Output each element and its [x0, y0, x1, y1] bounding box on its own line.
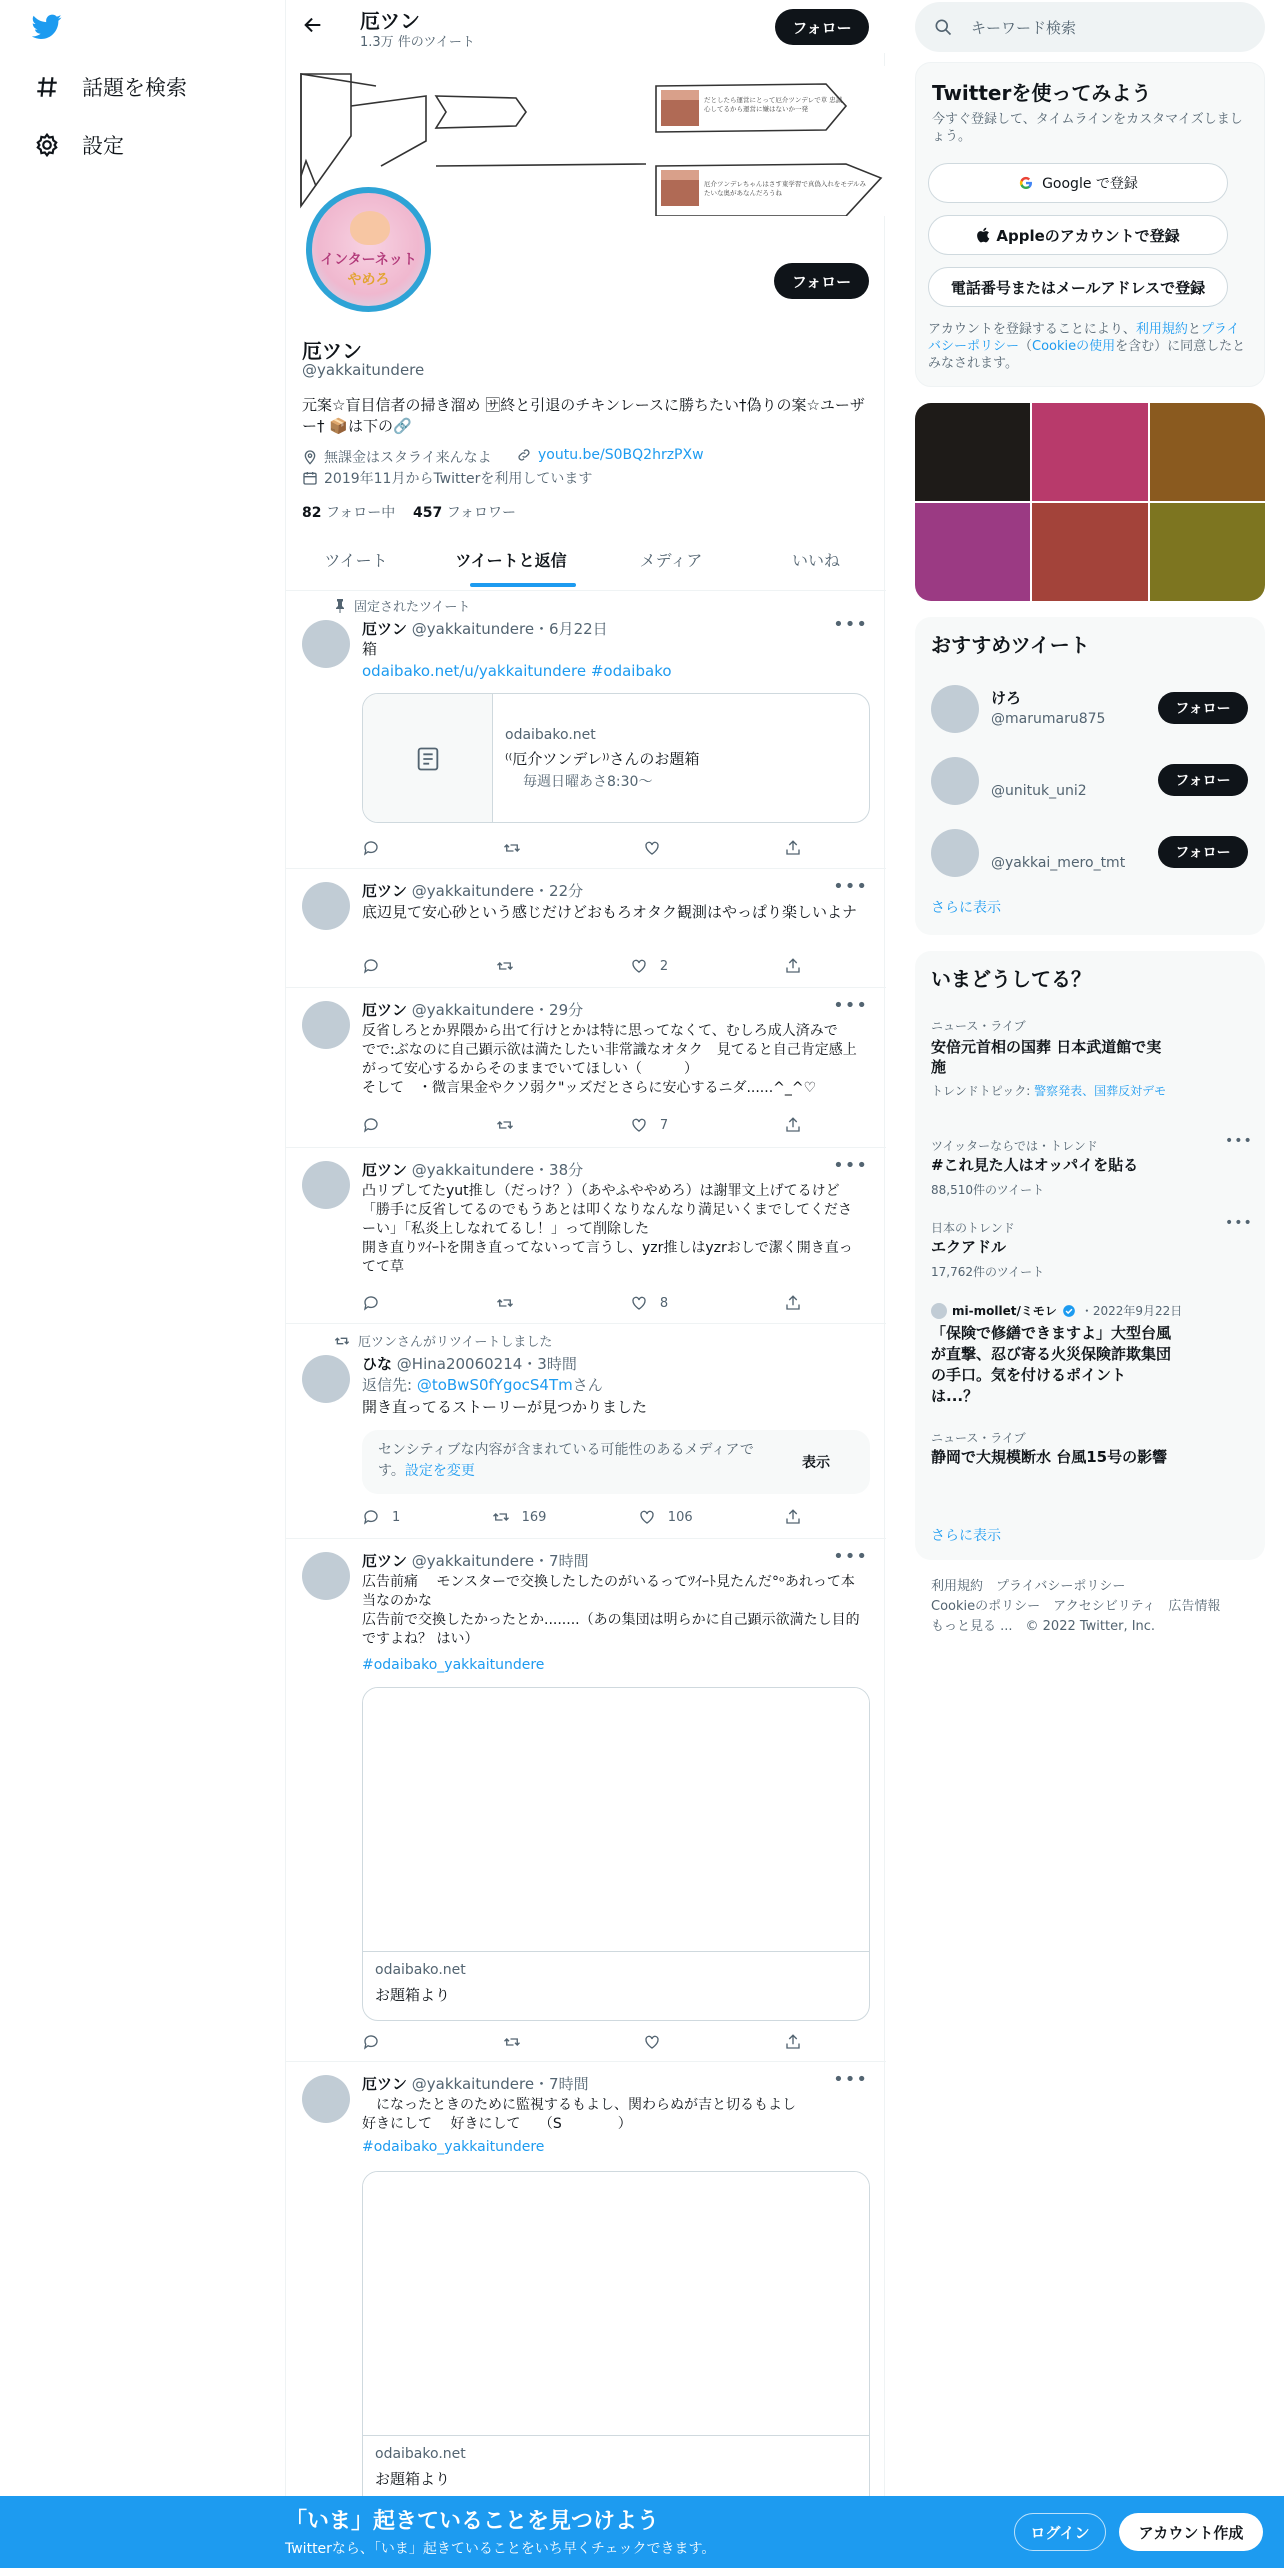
like-button[interactable] — [630, 954, 668, 978]
like-button[interactable] — [630, 1291, 668, 1315]
search-input[interactable]: キーワード検索 — [971, 19, 1077, 37]
hashtag-icon — [34, 74, 60, 100]
retweet-button[interactable] — [503, 836, 521, 860]
terms-suffix: を含む）に同意したとみなされます。 — [928, 339, 1246, 371]
reply-button[interactable] — [362, 954, 380, 978]
retweet-icon — [496, 1116, 514, 1134]
reply-button[interactable] — [362, 1113, 380, 1137]
trend-meta: ニュース・ライブ — [931, 1019, 1026, 1033]
cookie-link[interactable]: Cookieの使用 — [1032, 339, 1116, 354]
recommended-user[interactable] — [915, 675, 1265, 745]
verified-badge-icon — [1062, 1304, 1076, 1318]
bottom-bar-subtitle: Twitterなら、「いま」起きていることをいち早くチェックできます。 — [285, 2541, 716, 2557]
avatar[interactable] — [302, 1001, 350, 1049]
tweet-author-name[interactable]: 厄ツン — [362, 2075, 408, 2093]
signup-terms — [928, 321, 1248, 372]
signup-subtitle: 今すぐ登録して、タイムラインをカスタマイズしましょう。 — [932, 112, 1243, 144]
recommended-handle[interactable]: @yakkai_mero_tmt — [991, 855, 1126, 871]
change-settings-link[interactable]: 設定を変更 — [404, 1463, 475, 1479]
tweet-actions — [362, 2030, 802, 2054]
share-icon — [784, 957, 802, 975]
tweet-timestamp[interactable]: ・29分 — [534, 1001, 584, 1019]
header-name: 厄ツン — [360, 9, 420, 33]
retweet-button[interactable] — [503, 2030, 521, 2054]
heart-icon — [643, 2033, 661, 2051]
reply-to-line — [362, 1376, 862, 1395]
reply-icon — [362, 957, 380, 975]
signup-title: Twitterを使ってみよう — [932, 81, 1152, 105]
tweet-actions — [362, 954, 802, 978]
sensitive-warning-text: センシティブな内容が含まれている可能性のあるメディアです。 — [378, 1442, 754, 1479]
show-media-button[interactable]: 表示 — [802, 1455, 830, 1471]
footer-links — [931, 1577, 1251, 1637]
avatar[interactable] — [302, 620, 350, 668]
terms-link[interactable]: 利用規約 — [1135, 322, 1188, 337]
google-signup-label: Google で登録 — [1042, 176, 1138, 192]
profile-bio: 元案☆盲目信者の掃き溜め 🈂終と引退のチキンレースに勝ちたい†偽りの案☆ユーザー† 📦は下の🔗 — [302, 396, 865, 435]
location-pin-icon — [302, 449, 318, 465]
tweet-actions — [362, 1505, 802, 1529]
followers-label: フォロワー — [446, 505, 516, 521]
profile-url[interactable] — [516, 447, 704, 463]
share-button[interactable] — [784, 1291, 802, 1315]
retweet-button[interactable] — [492, 1505, 547, 1529]
tweet-text: 開き直ってるストーリーが見つかりました — [362, 1398, 648, 1416]
tab-media[interactable]: メディア — [639, 551, 703, 570]
recommended-user[interactable] — [915, 819, 1265, 889]
tweet-actions — [362, 1291, 802, 1315]
search-icon — [933, 17, 953, 37]
gear-icon — [34, 132, 60, 158]
tweet-timestamp[interactable]: ・3時間 — [522, 1355, 577, 1373]
trend-title: 安倍元首相の国葬 日本武道館で実施 — [931, 1038, 1162, 1076]
like-button[interactable] — [638, 1505, 693, 1529]
tweet-author-handle[interactable]: @yakkaitundere — [411, 1001, 535, 1019]
avatar-text-1: インターネット — [320, 252, 417, 268]
retweet-small-icon — [334, 1334, 350, 1348]
following-stat[interactable] — [302, 502, 395, 522]
footer-links-row-3[interactable]: もっと見る ... © 2022 Twitter, Inc. — [931, 1619, 1156, 1634]
media-thumbnail[interactable] — [915, 403, 1030, 501]
tweet-header — [362, 618, 608, 639]
nav-explore[interactable] — [34, 72, 187, 102]
apple-icon — [976, 227, 990, 243]
cookie-open: （ — [1019, 339, 1033, 354]
retweet-icon — [503, 839, 521, 857]
tweet-author-handle[interactable]: @yakkaitundere — [411, 2075, 535, 2093]
media-grid — [915, 403, 1265, 601]
sensitive-text — [378, 1440, 778, 1482]
tweet-hashtag[interactable]: #odaibako_yakkaitundere — [362, 1657, 545, 1673]
profile-follow-button[interactable]: フォロー — [774, 263, 869, 299]
tweet-author-name[interactable]: 厄ツン — [362, 1552, 408, 1570]
retweet-icon — [496, 1294, 514, 1312]
tweet-text: になったときのために監視するもよし、関わらぬが吉と切るもよし 好きにして 好きにして （S ） — [362, 2097, 796, 2132]
like-button[interactable] — [643, 2030, 661, 2054]
card-description: 毎週日曜あさ8:30〜 — [523, 774, 653, 790]
tweet-author-name[interactable]: 厄ツン — [362, 1161, 408, 1179]
following-label: フォロー中 — [325, 505, 396, 521]
recommended-user[interactable] — [915, 747, 1265, 817]
avatar[interactable] — [302, 1355, 350, 1403]
media-thumbnail[interactable] — [1032, 503, 1147, 601]
nav-settings-label: 設定 — [82, 134, 124, 158]
share-button[interactable] — [784, 2030, 802, 2054]
bottom-bar-title: 「いま」起きていることを見つけよう — [285, 2509, 660, 2534]
avatar[interactable] — [931, 829, 979, 877]
avatar-cat-face — [350, 211, 390, 245]
terms-and: と — [1187, 322, 1201, 337]
more-options-icon[interactable]: ••• — [833, 2069, 868, 2090]
tweet-author-handle[interactable]: @Hina20060214 — [396, 1355, 523, 1373]
profile-name: 厄ツン — [302, 339, 362, 363]
right-sidebar — [915, 0, 1265, 2568]
trends-show-more-link[interactable]: さらに表示 — [931, 1528, 1001, 1544]
reply-to-prefix: 返信先: — [362, 1376, 417, 1394]
trend-more-icon[interactable]: ••• — [1225, 1133, 1253, 1149]
following-count: 82 — [302, 505, 322, 521]
news-source-name: mi-mollet/ミモレ — [952, 1304, 1057, 1318]
like-count: 7 — [659, 1117, 669, 1133]
heart-icon — [630, 1294, 648, 1312]
tweet-text: 凸リプしてたyut推し（だっけ？）（あやふややめろ）は謝罪文上げてるけど「勝手に反省してるのでもうあとは叩くなりなんなり満足いくまでしてくださーい」「私炎上しなれてるし！」って削除した 開き直りﾂｲｰﾄを開き直ってないって言うし、yzr推しはyzrおしで潔く開き直ってて草 — [362, 1183, 853, 1275]
share-button[interactable] — [784, 954, 802, 978]
trend-meta: ニュース・ライブ — [931, 1431, 1026, 1445]
trend-tweet-count: 88,510件のツイート — [931, 1183, 1045, 1197]
tweet-item[interactable] — [286, 1149, 886, 1324]
more-options-icon[interactable]: ••• — [833, 1155, 868, 1176]
avatar[interactable] — [931, 757, 979, 805]
media-thumbnail[interactable] — [1150, 403, 1265, 501]
footer-links-row-1[interactable]: 利用規約 プライバシーポリシー — [931, 1579, 1126, 1594]
link-icon — [516, 447, 532, 463]
profile-url-text[interactable]: youtu.be/S0BQ2hrzPXw — [538, 447, 704, 463]
google-signup-button[interactable] — [928, 163, 1228, 203]
like-count: 106 — [667, 1509, 693, 1525]
recommended-handle[interactable]: @unituk_uni2 — [991, 783, 1087, 799]
tweet-author-name[interactable]: 厄ツン — [362, 620, 408, 638]
profile-joined — [302, 468, 592, 488]
tweet-timestamp[interactable]: ・38分 — [534, 1161, 584, 1179]
tweet-header — [362, 1159, 583, 1180]
left-navigation — [0, 0, 285, 2568]
header-tweet-count: 1.3万 件のツイート — [360, 35, 475, 50]
tweet-text: 反省しろとか界隈から出て行けとかは特に思ってなくて、むしろ成人済みで でで:ぶなのに自己顕示欲は満たしたい非常識なオタク 見てると自己肯定感上がって安心するからそのままでいてほしい（ ） そして ・微言果金やクソ弱ク"ッズだとさらに安心するニダ......^_^♡ — [362, 1023, 857, 1096]
retweet-button[interactable] — [496, 1291, 514, 1315]
footer-links-row-2[interactable]: Cookieのポリシー アクセシビリティ 広告情報 — [931, 1599, 1221, 1614]
share-icon — [784, 2033, 802, 2051]
tweet-links[interactable]: odaibako.net/u/yakkaitundere #odaibako — [362, 662, 672, 680]
trend-item[interactable] — [915, 1423, 1265, 1493]
trend-topics-links[interactable]: 警察発表、国葬反対デモ — [1034, 1084, 1167, 1098]
google-icon — [1018, 175, 1034, 191]
like-button[interactable] — [643, 836, 661, 860]
apple-signup-button[interactable] — [928, 215, 1228, 255]
tweet-text: 箱 — [362, 640, 378, 658]
media-thumbnail[interactable] — [915, 503, 1030, 601]
media-thumbnail[interactable] — [1150, 503, 1265, 601]
tweet-item[interactable] — [286, 989, 886, 1148]
search-box[interactable] — [915, 2, 1265, 52]
share-icon — [784, 1294, 802, 1312]
reply-icon — [362, 839, 380, 857]
recommended-panel — [915, 617, 1265, 935]
tweet-text: 広告前痛 モンスターで交換したしたのがいるってﾂｲｰﾄ見たんだ°ᵒあれって本当なのかな 広告前で交換したかったとか........（あの集団は明らかに自己顕示欲満たし目的ですよね？ はい） — [362, 1574, 860, 1647]
nav-explore-label: 話題を検索 — [82, 76, 187, 100]
retweet-count: 169 — [521, 1509, 547, 1525]
avatar[interactable] — [302, 2075, 350, 2123]
retweet-button[interactable] — [496, 1113, 514, 1137]
like-count: 2 — [659, 958, 669, 974]
retweeted-by-text[interactable]: 厄ツンさんがリツイートしました — [358, 1335, 553, 1350]
trend-topics — [931, 1083, 1171, 1099]
privacy-link[interactable]: プライバシーポリシー — [928, 322, 1240, 354]
avatar[interactable] — [302, 882, 350, 930]
tweet-timestamp[interactable]: ・22分 — [534, 882, 584, 900]
retweet-icon — [503, 2033, 521, 2051]
tweet-header — [362, 1550, 589, 1571]
tweet-author-name[interactable]: 厄ツン — [362, 1001, 408, 1019]
trends-panel — [915, 951, 1265, 1560]
tweet-author-name[interactable]: 厄ツン — [362, 882, 408, 900]
tweet-item[interactable] — [286, 592, 886, 869]
tweet-timestamp[interactable]: ・6月22日 — [534, 620, 608, 638]
trend-topics-prefix: トレンドトピック: — [931, 1084, 1035, 1098]
more-options-icon[interactable]: ••• — [833, 876, 868, 897]
more-options-icon[interactable]: ••• — [833, 995, 868, 1016]
reply-button[interactable] — [362, 836, 380, 860]
trend-tweet-count: 17,762件のツイート — [931, 1265, 1045, 1279]
profile-location — [302, 447, 492, 467]
active-tab-indicator — [470, 583, 576, 587]
card-domain: odaibako.net — [505, 727, 596, 743]
more-options-icon[interactable]: ••• — [833, 1546, 868, 1567]
twitter-logo-icon[interactable] — [32, 14, 62, 44]
link-card[interactable] — [362, 693, 870, 823]
main-column — [285, 0, 885, 2568]
news-item[interactable] — [915, 1295, 1265, 1415]
avatar[interactable] — [302, 1552, 350, 1600]
signup-panel — [915, 62, 1265, 387]
terms-prefix: アカウントを登録することにより、 — [928, 322, 1136, 337]
tweet-author-handle[interactable]: @yakkaitundere — [411, 620, 535, 638]
tab-tweets[interactable]: ツイート — [324, 551, 388, 570]
reply-icon — [362, 1116, 380, 1134]
tweet-actions — [362, 1113, 802, 1137]
retweet-button[interactable] — [496, 954, 514, 978]
news-date: ・2022年9月22日 — [1080, 1304, 1183, 1318]
profile-header — [286, 0, 886, 53]
reply-button[interactable] — [362, 1505, 400, 1529]
trend-item[interactable] — [915, 1011, 1265, 1121]
card-title: お題箱より — [375, 1986, 451, 2004]
reply-button[interactable] — [362, 2030, 380, 2054]
tweet-timestamp[interactable]: ・7時間 — [534, 1552, 589, 1570]
profile-avatar[interactable] — [302, 183, 435, 316]
tweet-actions — [362, 836, 802, 860]
pin-icon — [334, 599, 346, 613]
header-follow-button[interactable]: フォロー — [775, 9, 869, 45]
tweet-item[interactable] — [286, 870, 886, 988]
card-domain: odaibako.net — [375, 2446, 466, 2462]
tweet-item[interactable] — [286, 1325, 886, 1539]
heart-icon — [630, 957, 648, 975]
tweet-hashtag[interactable]: #odaibako_yakkaitundere — [362, 2139, 545, 2155]
profile-joined-text: 2019年11月からTwitterを利用しています — [324, 471, 593, 487]
share-icon — [784, 839, 802, 857]
trend-more-icon[interactable]: ••• — [1225, 1215, 1253, 1231]
recommended-show-more-link[interactable]: さらに表示 — [931, 900, 1001, 916]
heart-icon — [630, 1116, 648, 1134]
tweet-author-handle[interactable]: @yakkaitundere — [411, 882, 535, 900]
tabs-divider — [286, 590, 886, 591]
sensitive-media-warning — [362, 1430, 870, 1494]
login-button[interactable]: ログイン — [1014, 2513, 1106, 2551]
retweet-icon — [492, 1508, 510, 1526]
heart-icon — [638, 1508, 656, 1526]
banner-note-2: 厄介ツンデレちゃんはさす東学習で真偽入れをモデルみたいな奥があなんだろうね — [704, 180, 867, 197]
tweet-author-handle[interactable]: @yakkaitundere — [411, 1552, 535, 1570]
recommended-name[interactable]: けろ — [991, 689, 1022, 707]
pinned-label-text: 固定されたツイート — [354, 600, 471, 615]
reply-count: 1 — [392, 1509, 401, 1525]
recommended-follow-button[interactable]: フォロー — [1158, 692, 1248, 724]
recommended-follow-button[interactable]: フォロー — [1158, 836, 1248, 868]
calendar-icon — [302, 470, 318, 486]
nav-settings[interactable] — [34, 130, 124, 160]
recommended-handle[interactable]: @marumaru875 — [991, 711, 1106, 727]
share-icon — [784, 1116, 802, 1134]
avatar-image — [306, 187, 431, 312]
share-icon — [784, 1508, 802, 1526]
back-arrow-icon[interactable] — [302, 14, 324, 40]
like-button[interactable] — [630, 1113, 668, 1137]
avatar[interactable] — [931, 685, 979, 733]
card-placeholder — [363, 694, 493, 823]
tweet-author-name[interactable]: ひな — [362, 1355, 393, 1373]
banner-note-1: だとしたら運営にとって厄介ツンデレで草 忠誠心してるから運営に嫌はないか一発 — [704, 96, 843, 113]
recommended-follow-button[interactable]: フォロー — [1158, 764, 1248, 796]
trend-meta: 日本のトレンド — [931, 1221, 1015, 1235]
heart-icon — [643, 839, 661, 857]
card-image-placeholder — [363, 1688, 870, 1952]
tab-tweets-and-replies[interactable]: ツイートと返信 — [455, 551, 567, 570]
trend-meta: ツイッターならでは・トレンド — [931, 1139, 1098, 1153]
reply-icon — [362, 2033, 380, 2051]
card-title: ⁽⁽厄介ツンデレ⁾⁾さんのお題箱 — [505, 750, 700, 768]
apple-signup-label: Appleのアカウントで登録 — [996, 226, 1180, 245]
media-thumbnail[interactable] — [1032, 403, 1147, 501]
more-options-icon[interactable]: ••• — [833, 614, 868, 635]
trend-title: #これ見た人はオッパイを貼る — [931, 1156, 1139, 1174]
reply-to-handle[interactable]: @toBwS0fYgocS4Tm — [416, 1376, 573, 1394]
trends-title: いまどうしてる？ — [931, 967, 1091, 991]
like-count: 8 — [659, 1295, 669, 1311]
document-icon — [414, 745, 442, 773]
card-image-placeholder — [363, 2172, 870, 2436]
profile-location-text: 無課金はスタライ来んなよ — [324, 450, 492, 466]
reply-icon — [362, 1294, 380, 1312]
share-button[interactable] — [784, 836, 802, 860]
signup-button[interactable]: アカウント作成 — [1119, 2513, 1263, 2551]
avatar-text-2: やめろ — [347, 272, 390, 288]
share-button[interactable] — [784, 1505, 802, 1529]
tweet-header — [362, 1353, 577, 1374]
tweet-item[interactable] — [286, 2063, 886, 2496]
recommended-title: おすすめツイート — [931, 633, 1090, 657]
tweet-author-handle[interactable]: @yakkaitundere — [411, 1161, 535, 1179]
reply-button[interactable] — [362, 1291, 380, 1315]
tweet-text: 底辺見て安心砂という感じだけどおもろオタク観測はやっぱり楽しいよナ — [362, 903, 858, 921]
avatar[interactable] — [302, 1161, 350, 1209]
tweet-header — [362, 999, 583, 1020]
tweet-timestamp[interactable]: ・7時間 — [534, 2075, 589, 2093]
card-title: お題箱より — [375, 2470, 451, 2488]
followers-count: 457 — [413, 505, 443, 521]
trend-title: エクアドル — [931, 1238, 1007, 1256]
news-source-avatar — [931, 1303, 947, 1319]
email-signup-button[interactable]: 電話番号またはメールアドレスで登録 — [928, 267, 1228, 307]
trend-item[interactable] — [915, 1131, 1265, 1211]
tweet-item[interactable] — [286, 1540, 886, 2062]
tweet-header — [362, 880, 583, 901]
news-title: 「保険で修繕できますよ」大型台風が直撃、忍び寄る火災保険詐欺集団の手口。気を付けるポイントは...？ — [931, 1324, 1172, 1405]
news-source — [931, 1302, 1182, 1319]
card-domain: odaibako.net — [375, 1962, 466, 1978]
trend-title: 静岡で大規模断水 台風15号の影響 — [931, 1448, 1168, 1466]
tab-likes[interactable]: いいね — [791, 551, 840, 570]
retweet-icon — [496, 957, 514, 975]
retweeted-by-label — [334, 1331, 552, 1350]
link-card[interactable] — [362, 1687, 870, 2021]
link-card[interactable] — [362, 2171, 870, 2511]
pinned-label — [334, 596, 470, 615]
profile-handle: @yakkaitundere — [302, 361, 425, 379]
tweet-header — [362, 2073, 589, 2094]
reply-to-suffix: さん — [572, 1376, 603, 1394]
reply-icon — [362, 1508, 380, 1526]
share-button[interactable] — [784, 1113, 802, 1137]
trend-item[interactable] — [915, 1213, 1265, 1293]
bottom-signup-bar — [0, 2496, 1284, 2568]
followers-stat[interactable] — [413, 502, 516, 522]
